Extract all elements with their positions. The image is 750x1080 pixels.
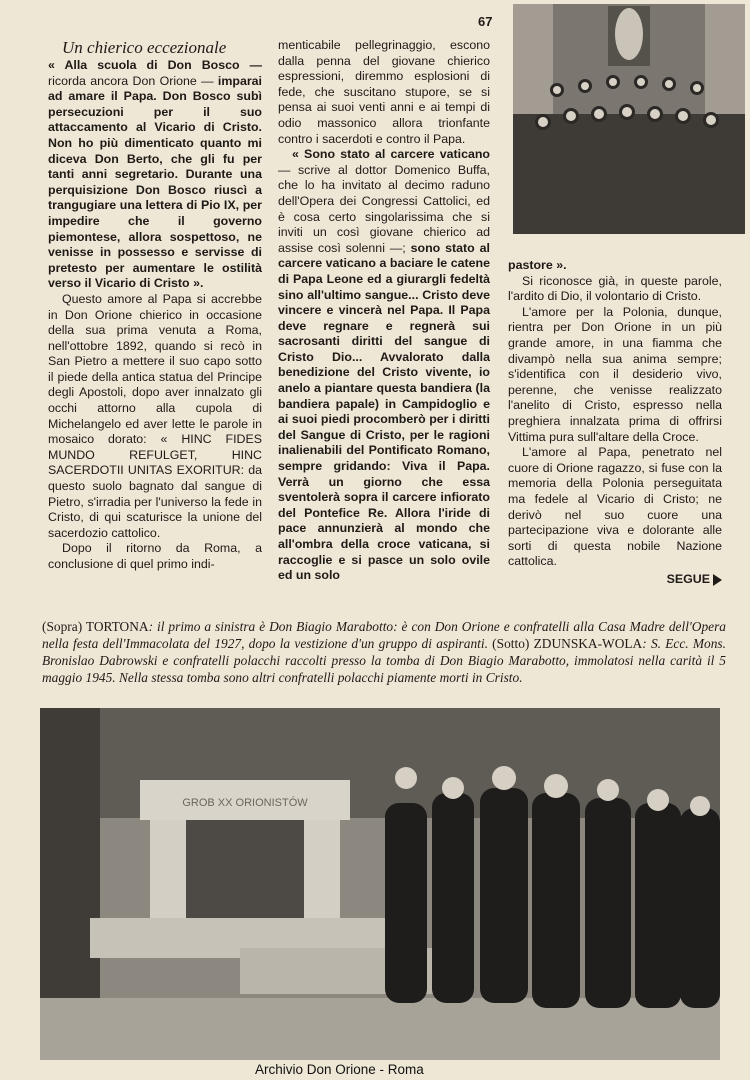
- paragraph: Questo amore al Papa si accrebbe in Don Orione chierico in occasione della sua prima venuta a Roma, nell'ottobre 1892, quando si recò in San Pietro a mettere il suo capo sotto il piede della antica statua del Principe degli Apostoli, dopo aver innalzato gli occhi attorno alla cupola di Michelangelo ed aver lette le parole in mosaico dorato: « HINC FIDES MUNDO REFULGET, HINC SACERDOTII UNITAS EXORITUR: da questo suolo bagnato dal sangue di Pietro, s'irradia per l'universo la fede in Cristo, di qui scaturisce la unione del sacerdozio cattolico.: [48, 291, 262, 540]
- article-column-3: [508, 258, 722, 587]
- paragraph: L'amore al Papa, penetrato nel cuore di Orione ragazzo, si fuse con la memoria della Polonia perseguitata ma fedele al Vicario di Cristo; ne derivò nel suo cuore una partecipazione viva e dolorante alle sorti di questa nobile Nazione cattolica.: [508, 445, 722, 569]
- caption-place-zdunska: ZDUNSKA-WOLA: [533, 636, 643, 651]
- photo-zdunska-wola-tomb: [40, 708, 720, 1060]
- caption-label-sopra: (Sopra): [42, 619, 86, 634]
- paragraph: Si riconosce già, in queste parole, l'ardito di Dio, il volontario di Cristo.: [508, 273, 722, 304]
- photo-caption: [42, 618, 726, 686]
- tomb-inscription: GROB XX ORIONISTÓW: [182, 797, 308, 809]
- paragraph: menticabile pellegrinaggio, escono dalla penna del giovane chierico espressioni, diremmo esplosioni di fede, che suscitano stupore, se si pensa ai suoi venti anni e ai tempi di odio massonico allora trionfante contro i sacerdoti e contro il Papa.: [278, 38, 490, 146]
- photo-tortona-illustration: [513, 4, 745, 234]
- quote-text: sono stato al carcere vaticano a baciare le catene di Papa Leone ed a giurargli fedeltà sino all'ultimo sangue... Cristo deve vincere e vincerà nel Papa. Il Papa deve regnare e regnerà sui sacrosanti diritti del sangue di Cristo Dio... Avvalorato dalla benedizione del Cristo vivente, io anelo a piantare questa bandiera (la bandiera papale) in Campidoglio e ai suoi piedi procomberò per i diritti del Sangue di Cristo, per le ragioni inalienabili del Pontificato Romano, sempre gridando: Viva il Papa. Verrà un giorno che essa sventolerà sopra il carcere infiorato del Pontefice Re. Allora l'iride di pace annunzierà al mondo che all'ombra della croce vaticana, si raccoglie e si pasce un solo ovile ed un solo: [278, 240, 490, 583]
- caption-place-tortona: TORTONA: [85, 619, 149, 634]
- photo-tomb-illustration: [40, 708, 720, 1060]
- article-column-1: [48, 38, 262, 573]
- paragraph: [48, 58, 262, 292]
- triangle-right-icon: [713, 574, 722, 586]
- quote-text: imparai ad amare il Papa. Don Bosco subì persecuzioni per il suo attaccamento al Vicario di Cristo. Non ho più dimenticato quanto mi diceva Don Berto, che gli fu per tanti anni segretario. Durante una perquisizione Don Bosco riuscì a trangugiare una lettera di Pio IX, per impedire che il governo piemontese, allora sospettoso, ne venisse in possesso e servisse di pretesto per aumentare le ostilità verso il Vicario di Cristo ».: [48, 73, 262, 291]
- quote-text: « Sono stato al carcere vaticano: [292, 147, 490, 162]
- article-column-2: [278, 38, 490, 584]
- body-text: — scrive al dottor Domenico Buffa, che lo ha invitato al decimo raduno dell'Opera dei Congressi Cattolici, ed è cosa certo singolarissima che si inviti un così giovane chierico ad assise così solenni —;: [278, 162, 490, 255]
- caption-text-sotto: : S. Ecc. Mons. Bronislao Dabrowski e confratelli polacchi raccolti presso la tomba di Don Biagio Marabotto, immolatosi nella carità il 5 maggio 1945. Nella stessa tomba sono altri confratelli polacchi piamente morti in Cristo.: [42, 636, 726, 685]
- page-number: 67: [478, 14, 493, 29]
- archive-footer: Archivio Don Orione - Roma: [255, 1062, 424, 1077]
- continue-marker: [508, 572, 722, 588]
- paragraph: pastore ».: [508, 258, 567, 272]
- caption-label-sotto: (Sotto): [492, 636, 534, 651]
- paragraph: [278, 147, 490, 584]
- article-title: Un chierico eccezionale: [62, 38, 227, 57]
- caption-text-sopra: : il primo a sinistra è Don Biagio Marabotto: è con Don Orione e confratelli alla Casa Madre dell'Opera nella festa dell'Immacolata del 1927, dopo la vestizione d'un gruppo di aspiranti.: [42, 619, 726, 651]
- continue-label: SEGUE: [666, 571, 710, 586]
- paragraph: Dopo il ritorno da Roma, a conclusione di quel primo indi-: [48, 541, 262, 571]
- photo-tortona-group: [513, 4, 745, 234]
- quote-text: « Alla scuola di Don Bosco —: [48, 58, 262, 72]
- paragraph: L'amore per la Polonia, dunque, rientra per Don Orione in un più grande amore, in una fiamma che divampò nella sua anima sempre; s'identifica con il desiderio vivo, perenne, che venisse realizzato l'anelito di Cristo, espresso nella preghiera innalzata prima di offrirsi Vittima pura sull'altare della Croce.: [508, 304, 722, 444]
- body-text: ricorda ancora Don Orione —: [48, 73, 218, 88]
